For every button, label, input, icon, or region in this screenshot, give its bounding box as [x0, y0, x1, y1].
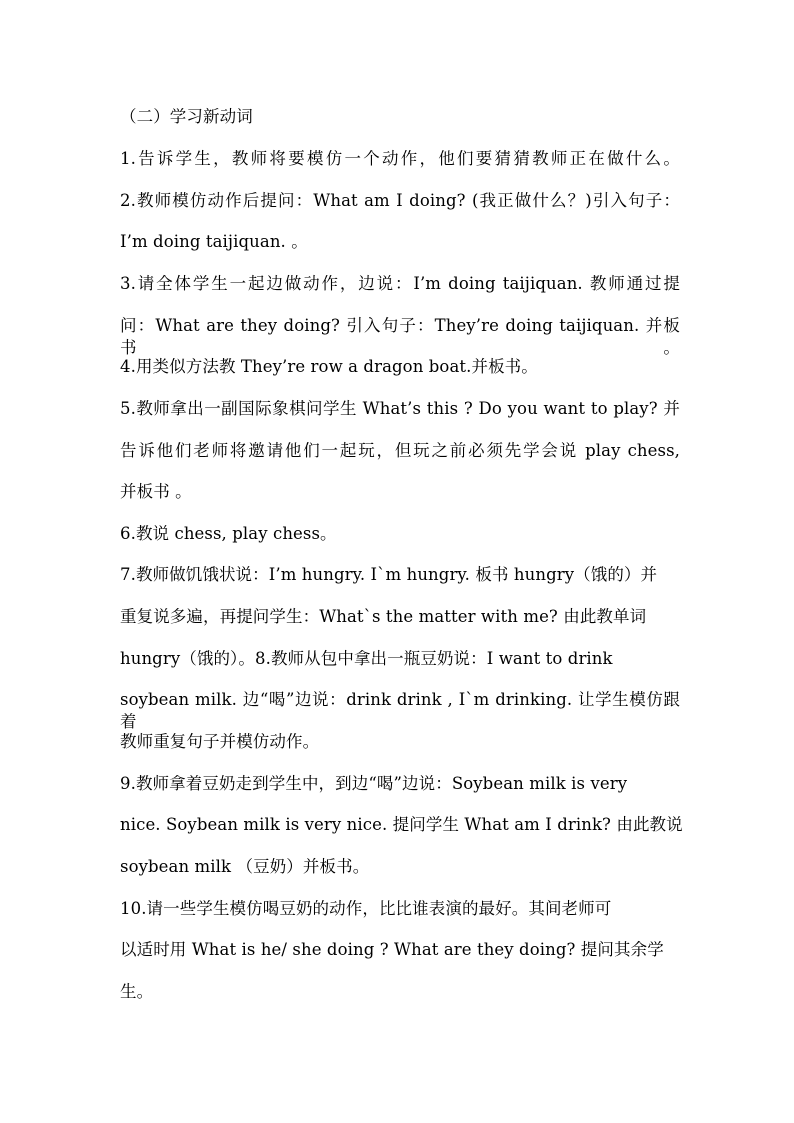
paragraph-line: 2.教师模仿动作后提问：What am I doing? (我正做什么？)引入句子：: [120, 191, 680, 210]
section-heading: （二）学习新动词: [120, 107, 253, 126]
paragraph-line: soybean milk （豆奶）并板书。: [120, 857, 370, 876]
paragraph-line: 告诉他们老师将邀请他们一起玩，但玩之前必须先学会说 play chess,: [120, 441, 680, 460]
paragraph-line: nice. Soybean milk is very nice. 提问学生 What am I drink? 由此教说: [120, 815, 683, 834]
paragraph-line: 6.教说 chess, play chess。: [120, 524, 337, 543]
paragraph-line: hungry（饿的）。8.教师从包中拿出一瓶豆奶说：I want to drink: [120, 649, 613, 668]
paragraph-line: 10.请一些学生模仿喝豆奶的动作，比比谁表演的最好。其间老师可: [120, 899, 612, 918]
paragraph-line: 1.告诉学生，教师将要模仿一个动作，他们要猜猜教师正在做什么。: [120, 149, 680, 168]
paragraph-line: 4.用类似方法教 They’re row a dragon boat.并板书。: [120, 357, 538, 376]
paragraph-line: 7.教师做饥饿状说：I’m hungry. I`m hungry. 板书 hungry（饿的）并: [120, 565, 658, 584]
paragraph-line: 3.请全体学生一起边做动作，边说：I’m doing taijiquan. 教师通过提: [120, 274, 680, 293]
paragraph-line: 问：What are they doing? 引入句子：They’re doing taijiquan. 并板书。: [120, 316, 680, 357]
paragraph-line: 9.教师拿着豆奶走到学生中，到边“喝”边说：Soybean milk is very: [120, 774, 628, 793]
paragraph-line: I’m doing taijiquan. 。: [120, 232, 308, 251]
paragraph-line: 并板书 。: [120, 482, 192, 501]
paragraph-line: 5.教师拿出一副国际象棋问学生 What’s this ? Do you want to play? 并: [120, 399, 680, 418]
paragraph-line: soybean milk. 边“喝”边说：drink drink , I`m drinking. 让学生模仿跟着: [120, 690, 680, 731]
paragraph-line: 教师重复句子并模仿动作。: [120, 732, 320, 751]
paragraph-line: 重复说多遍，再提问学生：What`s the matter with me? 由此教单词: [120, 607, 647, 626]
paragraph-line: 生。: [120, 982, 154, 1001]
paragraph-line: 以适时用 What is he/ she doing ? What are they doing? 提问其余学: [120, 940, 664, 959]
